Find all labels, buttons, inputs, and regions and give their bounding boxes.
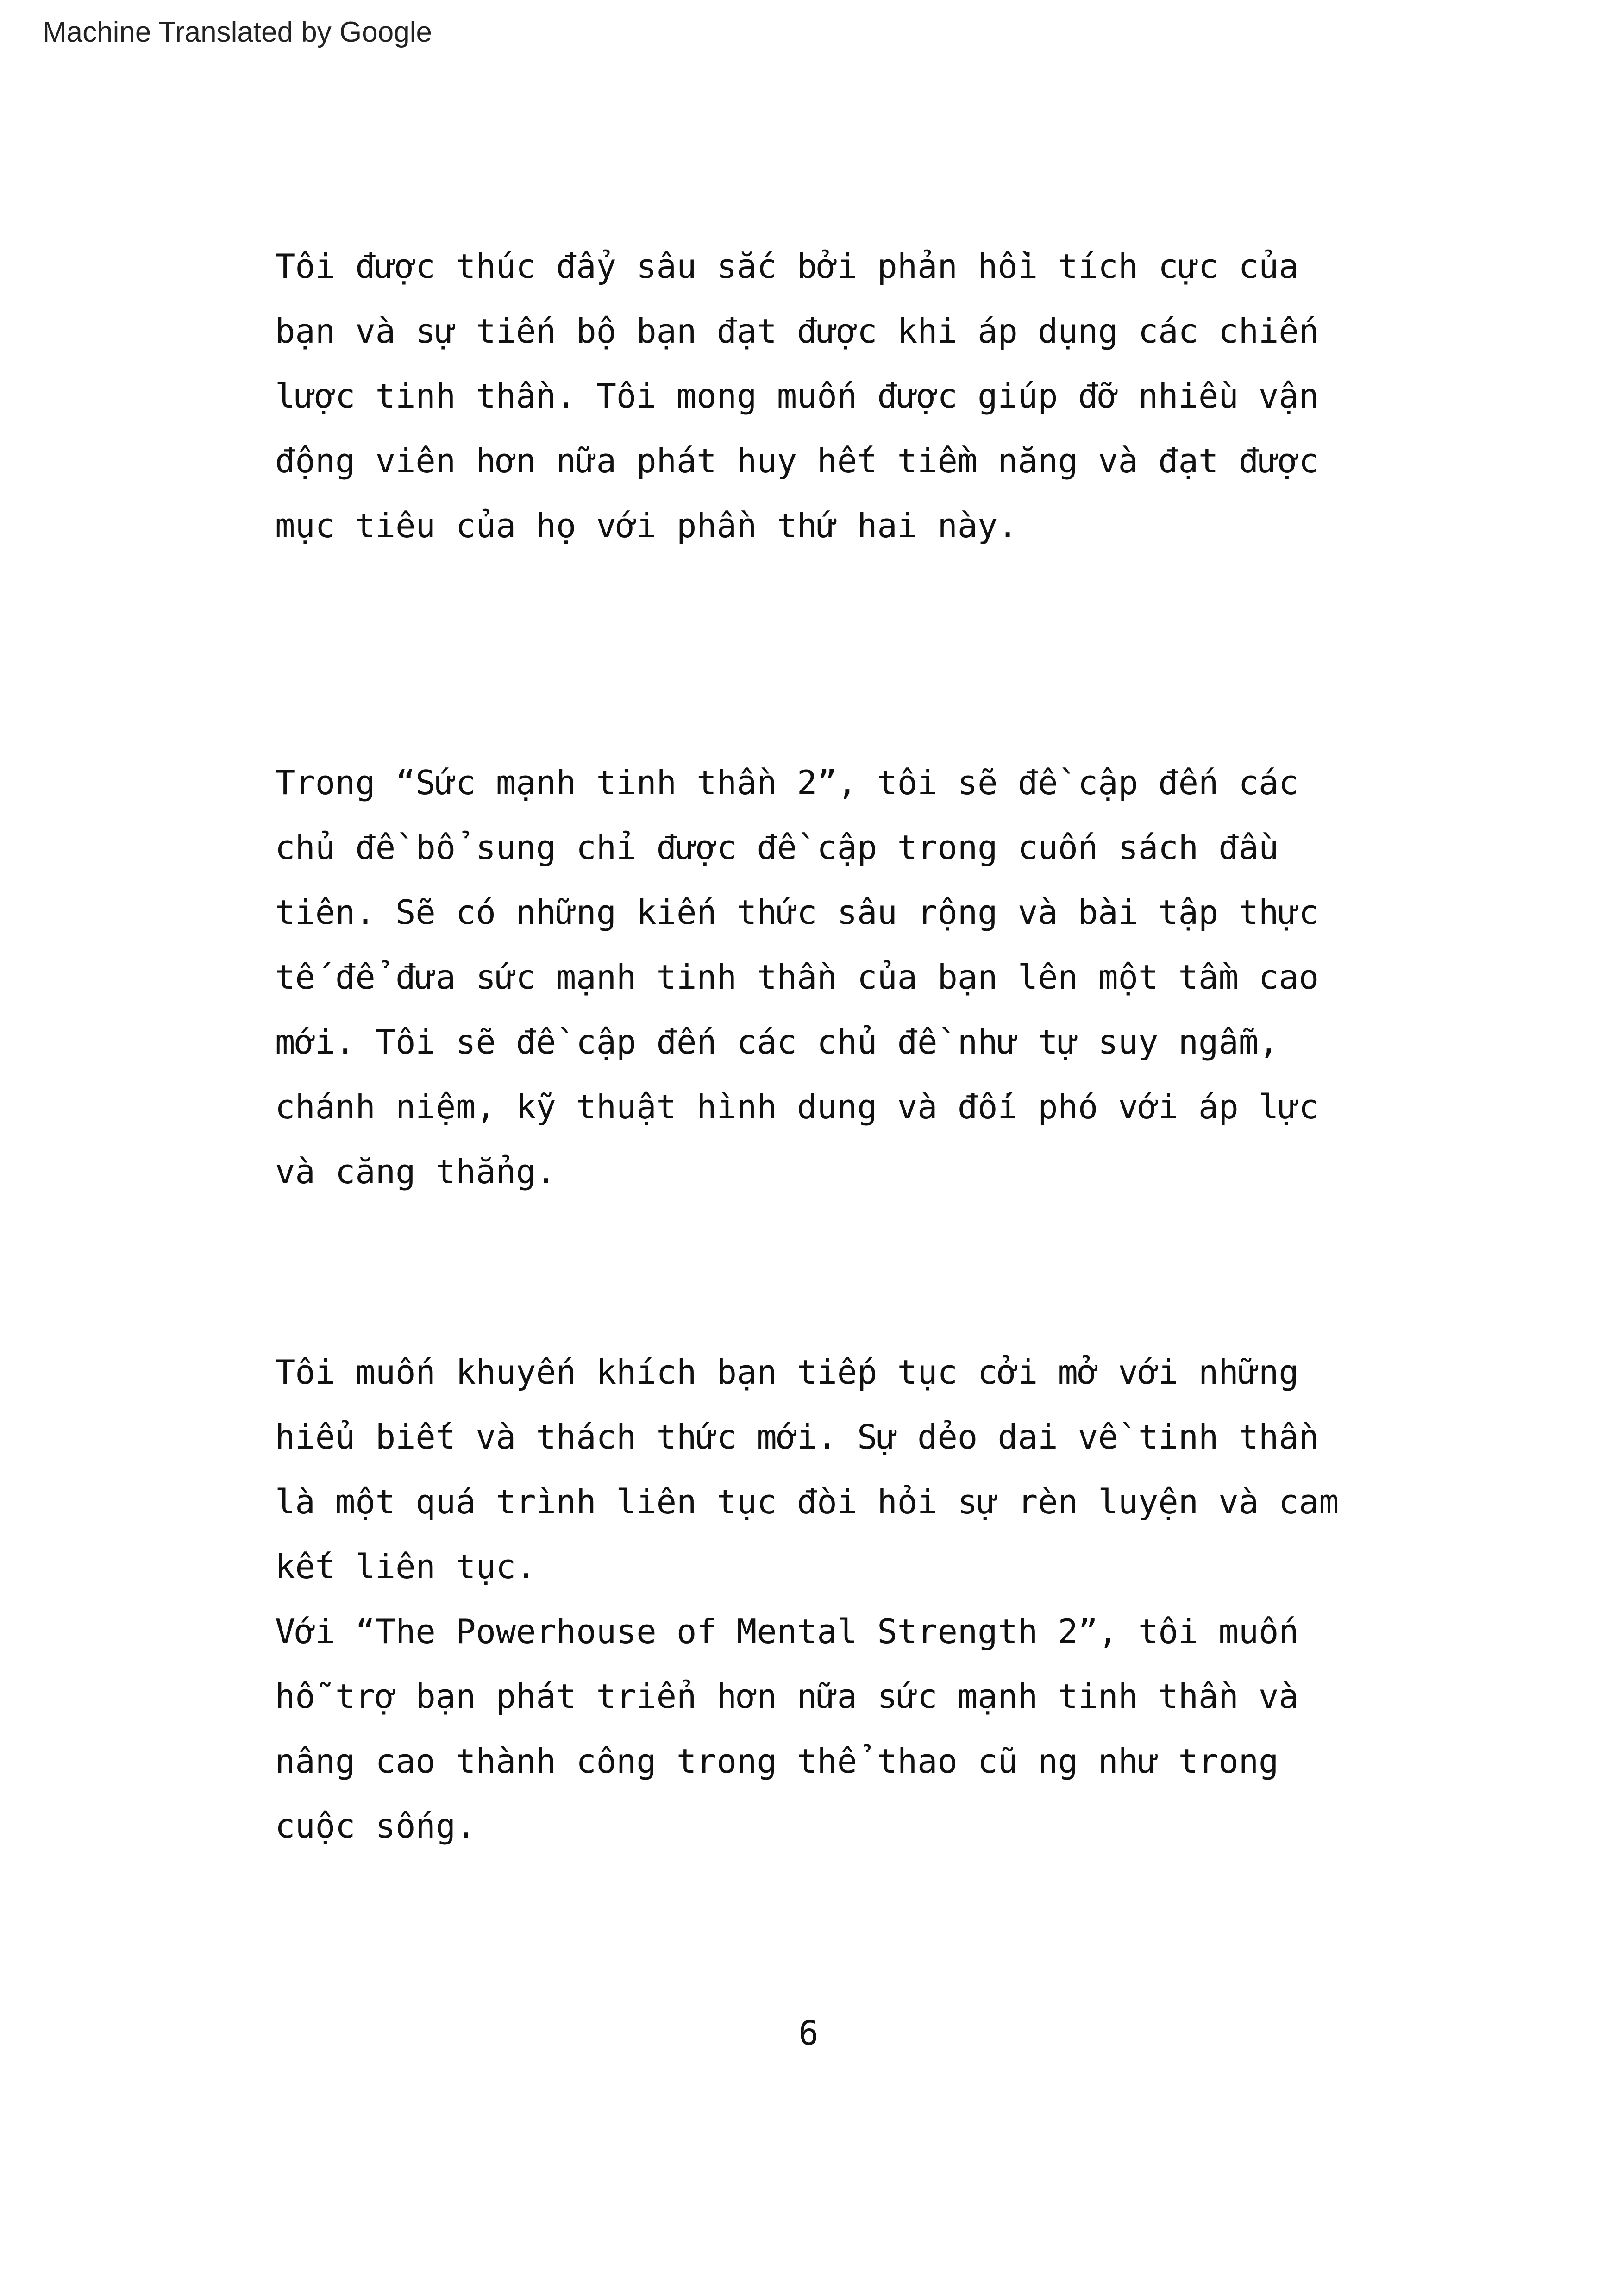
paragraph-1 — [275, 234, 1386, 558]
paragraph-3 — [275, 1340, 1386, 1858]
text-line: động viên hơn nữa phát huy hết tiềm năng và đạt được — [275, 441, 1319, 480]
text-line: Trong “Sức mạnh tinh thần 2”, tôi sẽ đề cập đến các — [275, 763, 1299, 802]
text-line: chánh niệm, kỹ thuật hình dung và đối phó với áp lực — [275, 1087, 1319, 1126]
text-line: chủ đề bổ sung chỉ được đề cập trong cuốn sách đầu — [275, 828, 1279, 867]
text-line: Tôi muốn khuyến khích bạn tiếp tục cởi mở với những — [275, 1353, 1299, 1392]
text-line: Tôi được thúc đẩy sâu sắc bởi phản hồi tích cực của — [275, 247, 1299, 286]
text-line: mới. Tôi sẽ đề cập đến các chủ đề như tự suy ngẫm, — [275, 1023, 1279, 1061]
machine-translation-banner: Machine Translated by Google — [43, 16, 432, 48]
text-line: bạn và sự tiến bộ bạn đạt được khi áp dụng các chiến — [275, 312, 1319, 351]
text-line: Với “The Powerhouse of Mental Strength 2”, tôi muốn — [275, 1612, 1299, 1651]
text-line: tế để đưa sức mạnh tinh thần của bạn lên một tầm cao — [275, 958, 1319, 997]
text-line: cuộc sống. — [275, 1807, 476, 1845]
text-line: nâng cao thành công trong thể thao cũ ng như trong — [275, 1742, 1279, 1781]
text-line: và căng thẳng. — [275, 1152, 556, 1191]
text-line: lược tinh thần. Tôi mong muốn được giúp đỡ nhiều vận — [275, 376, 1319, 415]
page-number: 6 — [798, 2014, 819, 2052]
text-line: mục tiêu của họ với phần thứ hai này. — [275, 506, 1018, 545]
text-line: hiểu biết và thách thức mới. Sự dẻo dai về tinh thần — [275, 1418, 1319, 1456]
text-line: là một quá trình liên tục đòi hỏi sự rèn luyện và cam — [275, 1482, 1339, 1521]
text-line: kết liên tục. — [275, 1547, 536, 1586]
paragraph-2 — [275, 750, 1386, 1204]
text-line: hỗ trợ bạn phát triển hơn nữa sức mạnh tinh thần và — [275, 1677, 1299, 1716]
text-line: tiên. Sẽ có những kiến thức sâu rộng và bài tập thực — [275, 893, 1319, 932]
